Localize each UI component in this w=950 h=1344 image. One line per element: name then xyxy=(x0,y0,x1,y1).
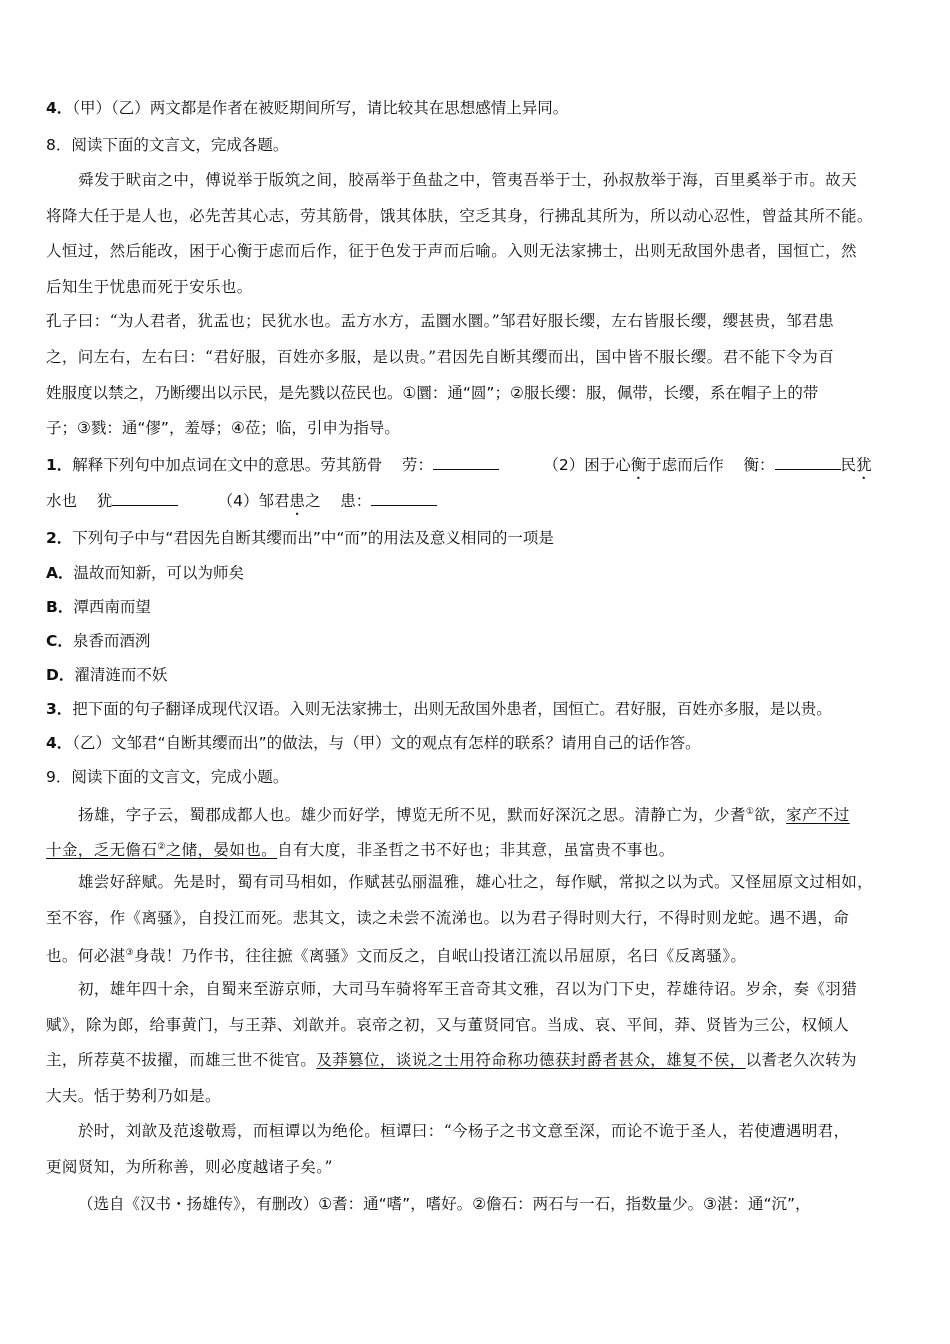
passage-9-line: 扬雄，字子云，蜀郡成都人也。雄少而好学，博览无所不见，默而好深沉之思。清静亡为，少耆①欲，家产不过 xyxy=(78,806,850,825)
passage-yi-line: 之，问左右，左右曰：“君好服，百姓亦多服，是以贵。”君因先自断其缨而出，国中皆不服长缨。君不能下令为百 xyxy=(46,348,835,366)
question-1-cont: 水也 犹 （4）邹君患之 患： xyxy=(46,489,437,513)
passage-9-line: 於时，刘歆及范逡敬焉，而桓谭以为绝伦。桓谭曰：“今杨子之书文意至深，而论不诡于圣人，若使遭遇明君， xyxy=(78,1122,850,1140)
passage-9-line: 赋》，除为郎，给事黄门，与王莽、刘歆并。哀帝之初，又与董贤同官。当成、哀、平间，莽、贤皆为三公，权倾人 xyxy=(46,1016,850,1034)
question-4: 4．（乙）文邹君“自断其缨而出”的做法，与（甲）文的观点有怎样的联系？请用自己的话作答。 xyxy=(46,734,701,752)
answer-blank[interactable] xyxy=(433,453,499,470)
passage-9-line: 大夫。恬于势利乃如是。 xyxy=(46,1087,221,1105)
passage-9-line: 至不容，作《离骚》，自投江而死。悲其文，读之未尝不流涕也。以为君子得时则大行，不得时则龙蛇。遇不遇，命 xyxy=(46,909,850,927)
answer-blank[interactable] xyxy=(371,489,437,506)
question-1: 1．解释下列句中加点词在文中的意思。劳其筋骨 劳： （2）困于心衡于虑而后作 衡： 民犹 xyxy=(46,453,872,477)
option-a[interactable]: A．温故而知新，可以为师矣 xyxy=(46,564,245,582)
passage-yi-line: 孔子曰：“为人君者，犹盂也；民犹水也。盂方水方，盂圜水圜。”邹君好服长缨，左右皆服长缨，缨甚贵，邹君患 xyxy=(46,312,835,330)
passage-9-line: 初，雄年四十余，自蜀来至游京师，大司马车骑将军王音奇其文雅，召以为门下史，荐雄待诏。岁余，奏《羽猎 xyxy=(78,980,858,998)
passage-9-line: 更阅贤知，为所称善，则必度越诸子矣。” xyxy=(46,1158,333,1176)
section-8-title: 8．阅读下面的文言文，完成各题。 xyxy=(46,136,289,154)
passage-jia-line: 人恒过，然后能改，困于心衡于虑而后作，征于色发于声而后喻。入则无法家拂士，出则无敌国外患者，国恒亡，然 xyxy=(46,242,857,260)
passage-yi-line: 姓服度以禁之，乃断缨出以示民，是先戮以莅民也。①圜：通“圆”；②服长缨：服，佩带，长缨，系在帽子上的带 xyxy=(46,384,819,402)
answer-blank[interactable] xyxy=(112,489,178,506)
source-note: （选自《汉书・扬雄传》，有删改）①耆：通“嗜”，嗜好。②儋石：两石与一石，指数量少。③湛：通“沉”， xyxy=(78,1195,811,1213)
passage-9-line: 主，所荐莫不拔擢，而雄三世不徙官。及莽篡位，谈说之士用符命称功德获封爵者甚众，雄复不侯，以耆老久次转为 xyxy=(46,1051,857,1069)
question-3: 3．把下面的句子翻译成现代汉语。入则无法家拂士，出则无敌国外患者，国恒亡。君好服，百姓亦多服，是以贵。 xyxy=(46,700,832,718)
passage-9-line: 也。何必湛③身哉！乃作书，往往摭《离骚》文而反之，自岷山投诸江流以吊屈原，名曰《反离骚》。 xyxy=(46,947,747,966)
option-c[interactable]: C．泉香而酒洌 xyxy=(46,632,151,650)
option-d[interactable]: D．濯清涟而不妖 xyxy=(46,666,168,684)
passage-9-line: 十金，乏无儋石②之储，晏如也。自有大度，非圣哲之书不好也；非其意，虽富贵不事也。 xyxy=(46,841,675,860)
passage-yi-line: 子；③戮：通“僇”，羞辱；④莅；临，引申为指导。 xyxy=(46,419,400,437)
section-9-title: 9．阅读下面的文言文，完成小题。 xyxy=(46,768,289,786)
option-b[interactable]: B．潭西南而望 xyxy=(46,598,151,616)
question-2: 2．下列句子中与“君因先自断其缨而出”中“而”的用法及意义相同的一项是 xyxy=(46,529,554,547)
answer-blank[interactable] xyxy=(775,453,841,470)
passage-jia-line: 舜发于畎亩之中，傅说举于版筑之间，胶鬲举于鱼盐之中，管夷吾举于士，孙叔敖举于海，百里奚举于市。故天 xyxy=(78,171,858,189)
passage-jia-line: 将降大任于是人也，必先苦其心志，劳其筋骨，饿其体肤，空乏其身，行拂乱其所为，所以动心忍性，曾益其所不能。 xyxy=(46,207,873,225)
passage-9-line: 雄尝好辞赋。先是时，蜀有司马相如，作赋甚弘丽温雅，雄心壮之，每作赋，常拟之以为式。又怪屈原文过相如， xyxy=(78,873,874,891)
question-4-top: 4．（甲）（乙）两文都是作者在被贬期间所写，请比较其在思想感情上异同。 xyxy=(46,99,569,117)
passage-jia-line: 后知生于忧患而死于安乐也。 xyxy=(46,278,253,296)
